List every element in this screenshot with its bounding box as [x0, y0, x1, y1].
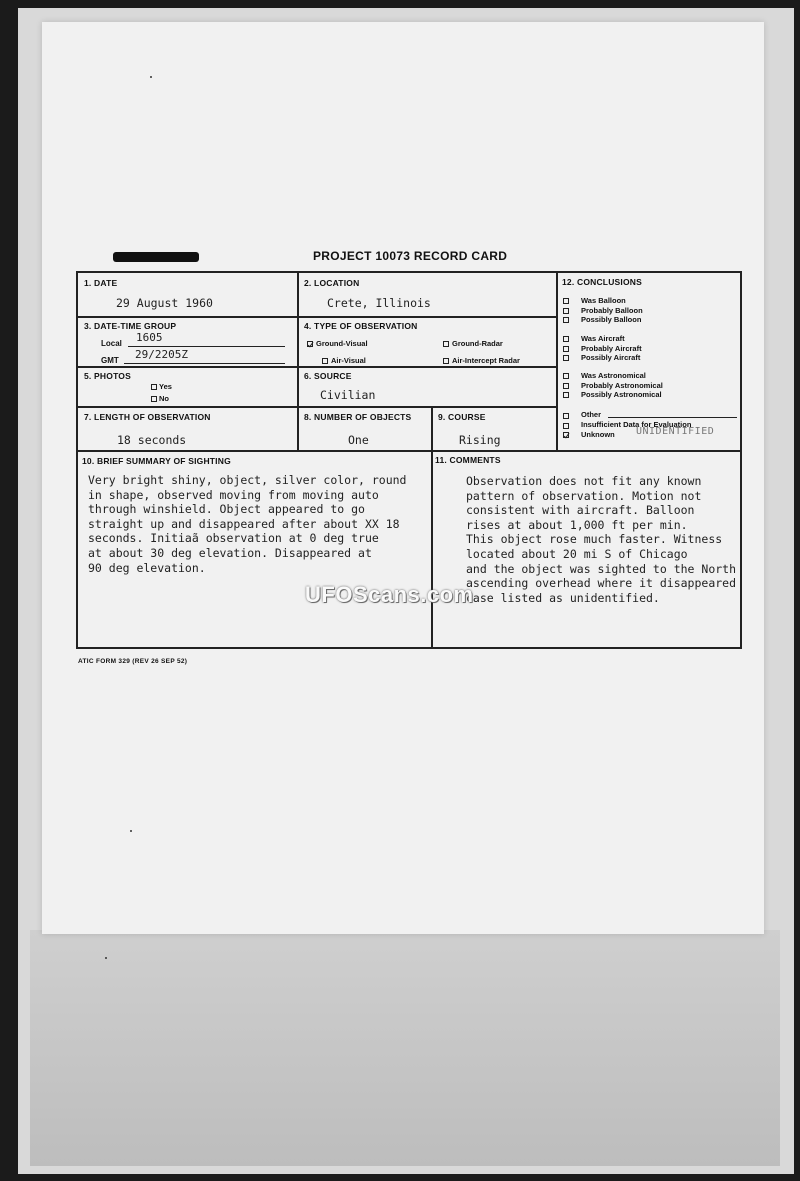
summary-line: through winshield. Object appeared to go	[88, 502, 365, 517]
local-value: 1605	[136, 331, 163, 344]
length-value: 18 seconds	[117, 433, 187, 447]
comments-line: pattern of observation. Motion not	[466, 488, 702, 503]
course-value: Rising	[459, 433, 501, 447]
gmt-value: 29/2205Z	[135, 348, 188, 361]
row-divider	[77, 450, 741, 452]
observation-option-label: Ground-Radar	[452, 339, 503, 348]
summary-label: 10. BRIEF SUMMARY OF SIGHTING	[82, 456, 231, 466]
divider-col3	[431, 406, 433, 648]
conclusion-checkbox[interactable]	[563, 392, 569, 398]
conclusion-checkbox[interactable]	[563, 298, 569, 304]
source-value: Civilian	[320, 388, 376, 402]
conclusion-option-label: Possibly Balloon	[581, 315, 642, 324]
comments-line: located about 20 mi S of Chicago	[466, 546, 688, 561]
conclusion-checkbox[interactable]	[563, 308, 569, 314]
divider-col1	[297, 272, 299, 450]
summary-text	[88, 473, 407, 575]
photos-no-checkbox[interactable]	[151, 396, 157, 402]
dust-speck	[105, 957, 107, 959]
conclusion-unknown-checkbox[interactable]	[563, 432, 569, 438]
summary-line: in shape, observed moving from moving auto	[88, 487, 379, 502]
conclusion-checkbox[interactable]	[563, 383, 569, 389]
dust-speck	[150, 76, 152, 78]
course-label: 9. COURSE	[438, 412, 486, 422]
date-label: 1. DATE	[84, 278, 118, 288]
dust-speck	[130, 830, 132, 832]
lower-sheet-shadow	[30, 930, 780, 1166]
conclusion-other-label: Other	[581, 410, 602, 419]
watermark: UFOScans.com	[305, 582, 474, 607]
conclusion-insufficient-checkbox[interactable]	[563, 423, 569, 429]
conclusion-other-checkbox[interactable]	[563, 413, 569, 419]
observation-option-label: Air-Intercept Radar	[452, 356, 520, 365]
conclusion-option-label: Possibly Astronomical	[581, 390, 662, 399]
photos-yes-checkbox[interactable]	[151, 384, 157, 390]
photos-label: 5. PHOTOS	[84, 371, 131, 381]
form-footer: ATIC FORM 329 (REV 26 SEP 52)	[78, 658, 188, 665]
comments-line: ascending overhead where it disappeared	[466, 576, 737, 591]
location-value: Crete, Illinois	[327, 296, 431, 310]
redaction-mark	[113, 252, 199, 262]
conclusion-option-label: Was Aircraft	[581, 334, 625, 343]
comments-line: This object rose much faster. Witness	[466, 532, 723, 547]
number-of-objects-value: One	[348, 433, 369, 447]
comments-line: Observation does not fit any known	[466, 474, 702, 488]
number-of-objects-label: 8. NUMBER OF OBJECTS	[304, 412, 412, 422]
comments-line: case listed as unidentified.	[466, 590, 660, 605]
summary-line: seconds. Initiaã observation at 0 deg true	[88, 531, 379, 546]
row-divider	[77, 406, 556, 408]
card-title: PROJECT 10073 RECORD CARD	[313, 249, 508, 263]
conclusion-checkbox[interactable]	[563, 355, 569, 361]
photos-yes-label: Yes	[159, 382, 172, 391]
unidentified-stamp: UNIDENTIFIED	[636, 426, 715, 437]
comments-text	[466, 474, 736, 605]
date-value: 29 August 1960	[116, 296, 213, 310]
conclusion-option-label: Probably Balloon	[581, 305, 643, 315]
photos-no-label: No	[159, 394, 169, 403]
conclusion-checkbox[interactable]	[563, 336, 569, 342]
observation-option-label: Ground-Visual	[316, 339, 368, 348]
conclusion-checkbox[interactable]	[563, 346, 569, 352]
comments-label: 11. COMMENTS	[435, 455, 501, 465]
location-label: 2. LOCATION	[304, 278, 360, 288]
gmt-label: GMT	[101, 356, 119, 365]
conclusions-label: 12. CONCLUSIONS	[562, 277, 642, 287]
other-line	[608, 417, 737, 418]
observation-option-checkbox[interactable]	[307, 341, 313, 347]
local-label: Local	[101, 339, 122, 348]
summary-line: at about 30 deg elevation. Disappeared at	[88, 545, 372, 560]
conclusion-unknown-label: Unknown	[581, 430, 615, 439]
row-divider	[77, 316, 556, 318]
conclusion-checkbox[interactable]	[563, 317, 569, 323]
divider-conclusions	[556, 272, 558, 450]
conclusion-option-label: Possibly Aircraft	[581, 353, 641, 362]
comments-line: rises at about 1,000 ft per min.	[466, 517, 688, 532]
conclusion-option-label: Probably Aircraft	[581, 343, 642, 353]
conclusion-checkbox[interactable]	[563, 373, 569, 379]
summary-line: Very bright shiny, object, silver color, round	[88, 473, 407, 487]
length-label: 7. LENGTH OF OBSERVATION	[84, 412, 211, 422]
source-label: 6. SOURCE	[304, 371, 352, 381]
conclusion-option-label: Was Astronomical	[581, 371, 646, 380]
observation-option-checkbox[interactable]	[443, 358, 449, 364]
observation-option-label: Air-Visual	[331, 356, 366, 365]
type-of-observation-label: 4. TYPE OF OBSERVATION	[304, 321, 418, 331]
summary-line: straight up and disappeared after about XX 18	[88, 516, 400, 531]
summary-line: 90 deg elevation.	[88, 560, 206, 575]
gmt-line	[124, 363, 285, 364]
observation-option-checkbox[interactable]	[443, 341, 449, 347]
comments-line: and the object was sighted to the North	[466, 561, 737, 576]
conclusion-option-label: Was Balloon	[581, 296, 626, 305]
local-line	[128, 346, 285, 347]
conclusion-insufficient-label: Insufficient Data for Evaluation	[581, 420, 692, 429]
comments-line: consistent with aircraft. Balloon	[466, 503, 695, 518]
dtg-label: 3. DATE-TIME GROUP	[84, 321, 177, 331]
conclusion-option-label: Probably Astronomical	[581, 380, 663, 390]
observation-option-checkbox[interactable]	[322, 358, 328, 364]
row-divider	[77, 366, 556, 368]
